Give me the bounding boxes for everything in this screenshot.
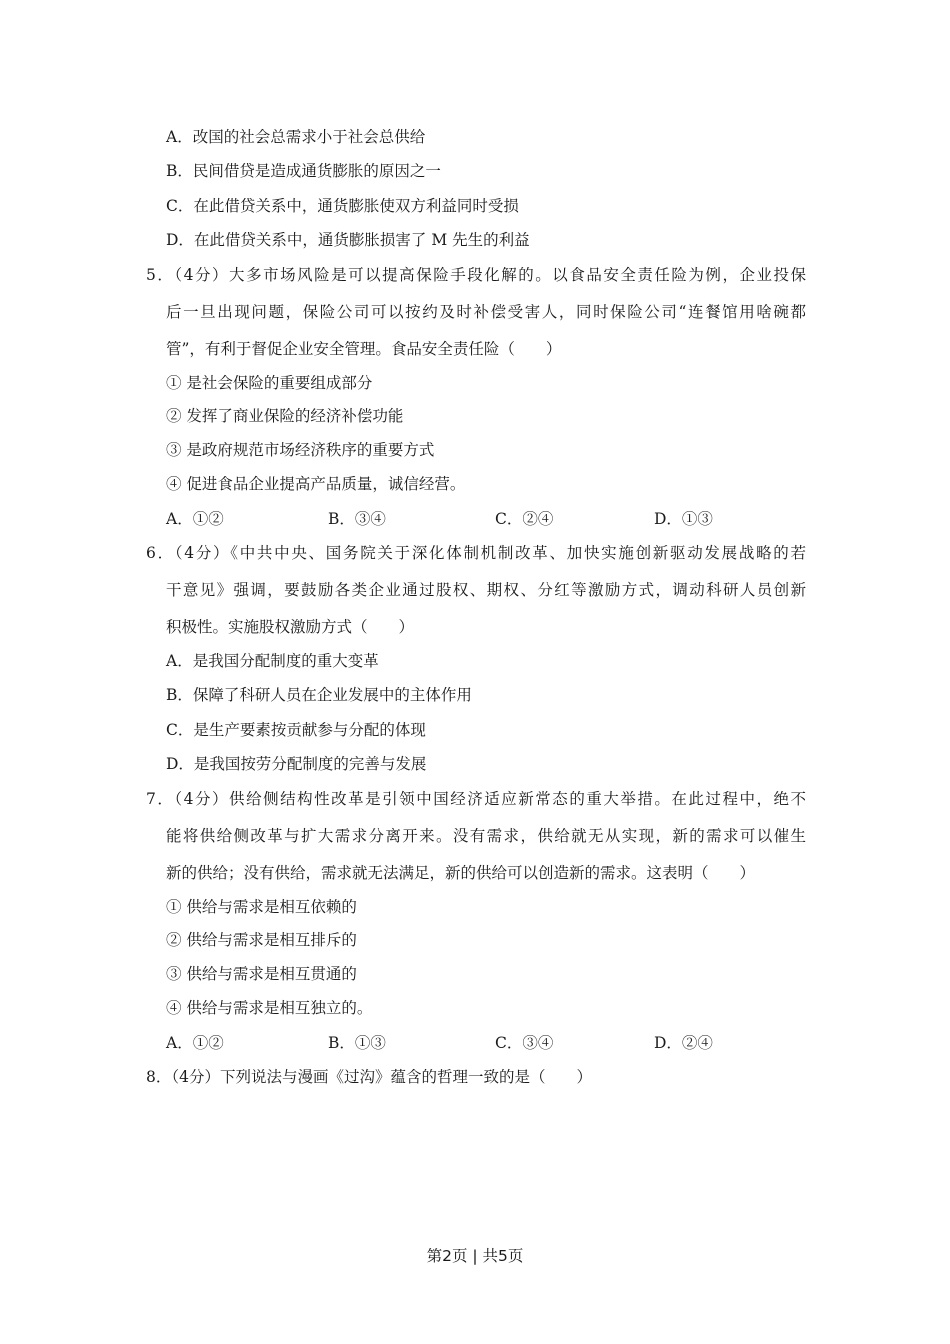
- q4-option-d: D．在此借贷关系中，通货膨胀损害了 M 先生的利益: [166, 231, 530, 249]
- q5-choice-a: A．①②: [166, 510, 224, 528]
- q5-statement-1: ① 是社会保险的重要组成部分: [166, 374, 373, 392]
- q7-choice-c: C．③④: [495, 1034, 554, 1052]
- q5-choice-b: B．③④: [328, 510, 386, 528]
- q5-choice-d: D．①③: [654, 510, 713, 528]
- q5-choice-c: C．②④: [495, 510, 554, 528]
- q5-stem-line-1: 5．（4分）大多市场风险是可以提高保险手段化解的。以食品安全责任险为例，企业投保: [146, 266, 806, 284]
- q6-option-d: D．是我国按劳分配制度的完善与发展: [166, 755, 427, 773]
- q7-choice-d: D．②④: [654, 1034, 713, 1052]
- q5-stem-line-2: 后一旦出现问题，保险公司可以按约及时补偿受害人，同时保险公司“连餐馆用啥碗都: [166, 303, 806, 321]
- q5-statement-3: ③ 是政府规范市场经济秩序的重要方式: [166, 441, 435, 459]
- q4-option-a: A．改国的社会总需求小于社会总供给: [166, 128, 426, 146]
- q7-statement-1: ① 供给与需求是相互依赖的: [166, 898, 357, 916]
- q7-stem-line-2: 能将供给侧改革与扩大需求分离开来。没有需求，供给就无从实现，新的需求可以催生: [166, 827, 806, 845]
- q6-stem-line-1: 6．（4分）《中共中央、国务院关于深化体制机制改革、加快实施创新驱动发展战略的若: [146, 544, 806, 562]
- q8-stem-line-1: 8．（4分）下列说法与漫画《过沟》蕴含的哲理一致的是（ ）: [146, 1068, 592, 1086]
- q7-choice-a: A．①②: [166, 1034, 224, 1052]
- page-footer: 第2页 | 共5页: [426, 1247, 524, 1265]
- q5-statement-2: ② 发挥了商业保险的经济补偿功能: [166, 407, 404, 425]
- q4-option-b: B．民间借贷是造成通货膨胀的原因之一: [166, 162, 441, 180]
- q7-statement-3: ③ 供给与需求是相互贯通的: [166, 965, 357, 983]
- q5-statement-4: ④ 促进食品企业提高产品质量，诚信经营。: [166, 475, 466, 493]
- q6-stem-line-2: 干意见》强调，要鼓励各类企业通过股权、期权、分红等激励方式，调动科研人员创新: [166, 581, 806, 599]
- q7-stem-line-1: 7．（4分）供给侧结构性改革是引领中国经济适应新常态的重大举措。在此过程中，绝不: [146, 790, 806, 808]
- q7-stem-line-3: 新的供给；没有供给，需求就无法满足，新的供给可以创造新的需求。这表明（ ）: [166, 864, 756, 882]
- q7-choice-b: B．①③: [328, 1034, 386, 1052]
- q7-statement-2: ② 供给与需求是相互排斥的: [166, 931, 357, 949]
- q6-option-c: C．是生产要素按贡献参与分配的体现: [166, 721, 426, 739]
- q6-stem-line-3: 积极性。实施股权激励方式（ ）: [166, 618, 415, 636]
- q7-statement-4: ④ 供给与需求是相互独立的。: [166, 999, 373, 1017]
- q6-option-b: B．保障了科研人员在企业发展中的主体作用: [166, 686, 472, 704]
- q4-option-c: C．在此借贷关系中，通货膨胀使双方利益同时受损: [166, 197, 519, 215]
- q6-option-a: A．是我国分配制度的重大变革: [166, 652, 379, 670]
- q5-stem-line-3: 管”，有利于督促企业安全管理。食品安全责任险（ ）: [166, 340, 562, 358]
